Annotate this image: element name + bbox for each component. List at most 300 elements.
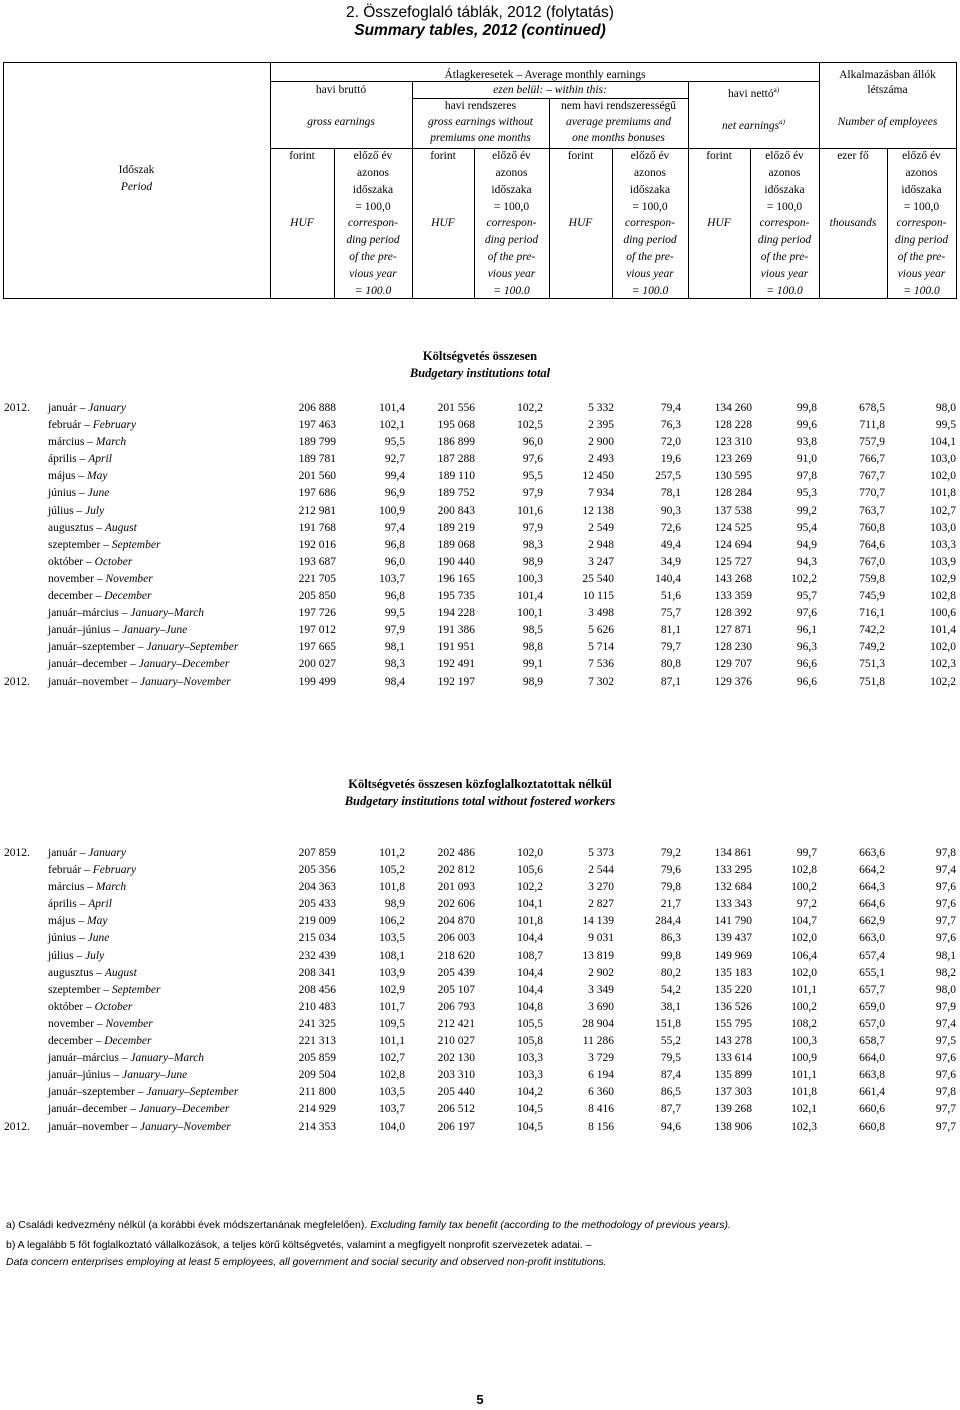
- row-period-label: [48, 639, 238, 656]
- cell-value: 201 560: [298, 470, 336, 483]
- cell-value: 139 437: [714, 932, 752, 945]
- row-period-label: [48, 879, 126, 896]
- cell-value: 104,1: [930, 436, 956, 449]
- page-title-en: Summary tables, 2012 (continued): [354, 22, 606, 39]
- row-period-label: [48, 1084, 238, 1101]
- period-hu: szeptember: [48, 538, 101, 551]
- cell-value: 97,7: [935, 1120, 956, 1133]
- cell-value: 2 948: [588, 538, 614, 551]
- cell-value: 134 260: [714, 402, 752, 414]
- cell-value: 5 373: [588, 847, 614, 859]
- period-separator: –: [76, 487, 88, 500]
- row-period-label: [48, 862, 136, 879]
- index-label-hu: azonos: [495, 167, 528, 179]
- unit-label-en: HUF: [707, 217, 731, 229]
- row-period-label: [48, 674, 231, 691]
- row-period-label: [48, 896, 112, 913]
- cell-value: 98,9: [522, 675, 543, 688]
- cell-value: 190 440: [437, 555, 475, 568]
- cell-value: 11 286: [582, 1035, 614, 1048]
- index-label-en: correspon-: [486, 217, 537, 229]
- cell-value: 197 665: [298, 641, 336, 654]
- cell-value: 102,2: [791, 572, 817, 585]
- period-separator: –: [84, 881, 96, 894]
- table-row: [0, 1067, 960, 1084]
- section-1-rows: [0, 400, 960, 691]
- cell-value: 207 859: [298, 847, 336, 859]
- period-en: January–December: [138, 658, 230, 671]
- cell-value: 97,7: [935, 1103, 956, 1116]
- period-en: February: [92, 864, 137, 877]
- index-label-hu: időszaka: [629, 184, 671, 196]
- cell-value: 100,6: [930, 607, 956, 620]
- cell-value: 101,2: [379, 847, 405, 859]
- cell-value: 191 951: [437, 641, 475, 654]
- cell-value: 99,2: [796, 504, 817, 517]
- cell-value: 133 343: [714, 898, 752, 911]
- cell-value: 104,0: [379, 1120, 405, 1133]
- period-separator: –: [100, 983, 112, 996]
- table-row: [0, 999, 960, 1016]
- cell-value: 95,4: [796, 521, 817, 534]
- cell-value: 55,2: [660, 1035, 681, 1048]
- cell-value: 189 752: [437, 487, 475, 500]
- cell-value: 202 812: [437, 864, 475, 877]
- cell-value: 5 626: [588, 624, 614, 637]
- index-label-en: = 100.0: [354, 285, 392, 297]
- period-hu: február: [48, 419, 82, 432]
- cell-value: 135 183: [714, 966, 752, 979]
- cell-value: 105,5: [517, 1017, 543, 1030]
- cell-value: 99,4: [384, 470, 405, 483]
- index-label-hu: időszaka: [764, 184, 805, 196]
- row-year: 2012.: [4, 847, 30, 859]
- row-period-label: [48, 434, 126, 451]
- cell-value: 189 799: [298, 436, 336, 449]
- cell-value: 664,6: [859, 898, 885, 911]
- period-en: September: [111, 983, 161, 996]
- row-period-label: [48, 930, 109, 947]
- index-label-en: ding period: [757, 234, 812, 246]
- index-label-hu: előző év: [902, 150, 941, 162]
- unit-label-en: HUF: [290, 217, 314, 229]
- cell-value: 123 310: [714, 436, 752, 449]
- cell-value: 764,6: [859, 538, 885, 551]
- cell-value: 206 197: [437, 1120, 475, 1133]
- table-row: [0, 862, 960, 879]
- period-separator: –: [110, 1069, 123, 1082]
- unit-label-hu: forint: [289, 150, 315, 162]
- cell-value: 204 870: [437, 915, 475, 928]
- cell-value: 205 356: [298, 864, 336, 877]
- cell-value: 87,7: [660, 1103, 681, 1116]
- cell-value: 103,9: [930, 555, 956, 568]
- index-label-hu: = 100,0: [766, 201, 803, 213]
- cell-value: 742,2: [859, 624, 885, 637]
- cell-value: 194 228: [437, 607, 475, 620]
- premium-heading-en-2: one months bonuses: [572, 132, 665, 144]
- table-row: [0, 845, 960, 862]
- index-label-en: correspon-: [759, 217, 810, 229]
- table-row: [0, 537, 960, 554]
- cell-value: 98,1: [384, 641, 405, 654]
- index-label-en: = 100.0: [631, 285, 669, 297]
- footnote-a: a) Családi kedvezmény nélkül (a korábbi évek módszertanának megfelelően). Excluding family tax benefit (according to the methodology of previous years).: [6, 1219, 731, 1231]
- cell-value: 104,5: [517, 1103, 543, 1116]
- period-separator: –: [92, 590, 105, 603]
- cell-value: 133 359: [714, 590, 752, 603]
- cell-value: 196 165: [437, 572, 475, 585]
- cell-value: 92,7: [384, 453, 405, 466]
- cell-value: 105,8: [517, 1035, 543, 1048]
- cell-value: 232 439: [298, 949, 336, 962]
- period-hu: január–március: [48, 1052, 119, 1065]
- period-en: September: [111, 538, 161, 551]
- row-period-label: [48, 554, 132, 571]
- period-hu: január–június: [48, 624, 111, 637]
- period-en: March: [95, 436, 127, 449]
- table-row: [0, 417, 960, 434]
- period-en: July: [85, 949, 105, 962]
- cell-value: 102,0: [930, 641, 956, 654]
- cell-value: 5 332: [588, 402, 614, 414]
- cell-value: 97,8: [935, 847, 956, 859]
- cell-value: 100,3: [791, 1035, 817, 1048]
- table-row: [0, 554, 960, 571]
- cell-value: 34,9: [660, 555, 681, 568]
- index-label-hu: előző év: [353, 150, 393, 162]
- cell-value: 219 009: [298, 915, 336, 928]
- cell-value: 86,3: [660, 932, 681, 945]
- index-label-en: ding period: [623, 234, 677, 246]
- cell-value: 206 888: [298, 402, 336, 414]
- cell-value: 202 130: [437, 1052, 475, 1065]
- index-label-en: vious year: [349, 268, 397, 280]
- cell-value: 97,6: [935, 932, 956, 945]
- cell-value: 19,6: [660, 453, 681, 466]
- gross-heading-en: gross earnings: [307, 116, 375, 128]
- page-title-hu: 2. Összefoglaló táblák, 2012 (folytatás): [346, 4, 614, 21]
- cell-value: 102,0: [791, 966, 817, 979]
- table-row: [0, 1119, 960, 1136]
- cell-value: 98,1: [935, 949, 956, 962]
- index-label-en: of the pre-: [487, 251, 536, 263]
- index-label-hu: = 100,0: [355, 201, 391, 213]
- table-row: [0, 674, 960, 691]
- index-label-en: correspon-: [347, 217, 399, 229]
- cell-value: 97,6: [935, 898, 956, 911]
- net-heading-hu: havi nettó$^{a)}$: [727, 86, 780, 100]
- index-label-en: = 100.0: [903, 285, 940, 297]
- cell-value: 751,3: [859, 658, 885, 671]
- cell-value: 197 463: [298, 419, 336, 432]
- cell-value: 3 498: [588, 607, 614, 620]
- index-label-en: = 100.0: [766, 285, 803, 297]
- period-hu: június: [48, 487, 77, 500]
- cell-value: 133 295: [714, 864, 752, 877]
- index-label-en: of the pre-: [897, 251, 946, 263]
- period-label-en: Period: [120, 181, 153, 193]
- cell-value: 102,8: [930, 590, 956, 603]
- cell-value: 98,3: [384, 658, 405, 671]
- row-year: 2012.: [4, 675, 30, 688]
- cell-value: 95,5: [522, 470, 543, 483]
- cell-value: 97,6: [522, 453, 543, 466]
- cell-value: 101,4: [517, 590, 543, 603]
- cell-value: 664,2: [859, 864, 885, 877]
- cell-value: 101,8: [517, 915, 543, 928]
- period-hu: július: [48, 504, 74, 517]
- cell-value: 143 278: [714, 1035, 752, 1048]
- cell-value: 102,9: [379, 983, 405, 996]
- cell-value: 101,1: [379, 1035, 405, 1048]
- period-en: May: [86, 470, 108, 483]
- period-en: December: [104, 1035, 152, 1048]
- cell-value: 766,7: [859, 453, 885, 466]
- period-en: July: [85, 504, 105, 517]
- period-en: January–March: [130, 607, 205, 620]
- period-en: January–November: [139, 1120, 231, 1133]
- period-en: November: [105, 572, 153, 585]
- cell-value: 104,4: [517, 932, 543, 945]
- period-separator: –: [93, 572, 106, 585]
- cell-value: 38,1: [660, 1000, 681, 1013]
- cell-value: 104,4: [517, 983, 543, 996]
- page-number: 5: [476, 1392, 484, 1407]
- table-row: [0, 639, 960, 656]
- cell-value: 104,5: [517, 1120, 543, 1133]
- unit-label-hu: forint: [430, 150, 456, 162]
- table-row: [0, 434, 960, 451]
- cell-value: 662,9: [859, 915, 885, 928]
- period-separator: –: [93, 966, 105, 979]
- cell-value: 664,0: [859, 1052, 885, 1065]
- cell-value: 98,8: [522, 641, 543, 654]
- period-separator: –: [127, 658, 139, 671]
- cell-value: 96,8: [384, 538, 405, 551]
- period-separator: –: [84, 436, 96, 449]
- table-header: [3, 62, 957, 299]
- period-separator: –: [93, 1017, 106, 1030]
- cell-value: 79,6: [660, 864, 681, 877]
- index-label-en: of the pre-: [349, 251, 397, 263]
- cell-value: 14 139: [582, 915, 614, 928]
- cell-value: 759,8: [859, 572, 885, 585]
- cell-value: 132 684: [714, 881, 752, 894]
- cell-value: 128 230: [714, 641, 752, 654]
- period-hu: március: [48, 881, 85, 894]
- cell-value: 97,9: [522, 487, 543, 500]
- within-heading: ezen belül: – within this:: [493, 84, 607, 96]
- cell-value: 214 929: [298, 1103, 336, 1116]
- index-label-hu: időszaka: [491, 184, 532, 196]
- cell-value: 208 341: [298, 966, 336, 979]
- period-hu: június: [48, 932, 77, 945]
- cell-value: 206 003: [437, 932, 475, 945]
- cell-value: 103,9: [379, 966, 405, 979]
- table-row: [0, 451, 960, 468]
- period-hu: január–március: [48, 607, 119, 620]
- cell-value: 100,1: [517, 607, 543, 620]
- row-period-label: [48, 845, 126, 862]
- cell-value: 2 395: [588, 419, 614, 432]
- cell-value: 90,3: [660, 504, 681, 517]
- row-period-label: [48, 485, 109, 502]
- cell-value: 257,5: [655, 470, 681, 483]
- unit-label-hu: ezer fő: [837, 150, 869, 162]
- cell-value: 155 795: [714, 1017, 752, 1030]
- cell-value: 79,4: [660, 402, 681, 414]
- period-separator: –: [118, 1052, 131, 1065]
- cell-value: 101,8: [930, 487, 956, 500]
- period-hu: január–december: [48, 658, 128, 671]
- period-hu: január–december: [48, 1103, 128, 1116]
- employees-heading-hu-2: létszáma: [867, 84, 908, 96]
- period-separator: –: [134, 1086, 147, 1099]
- cell-value: 6 194: [588, 1069, 614, 1082]
- cell-value: 76,3: [660, 419, 681, 432]
- cell-value: 98,5: [522, 624, 543, 637]
- footnote-b-hu: b) A legalább 5 főt foglalkoztató vállalkozások, a teljes körű költségvetés, valamint a megfigyelt nonprofit szervezetek adatai. –: [6, 1239, 592, 1251]
- cell-value: 199 499: [298, 675, 336, 688]
- table-row: [0, 1033, 960, 1050]
- period-en: January–June: [122, 1069, 188, 1082]
- index-label-hu: = 100,0: [903, 201, 940, 213]
- premium-heading-en-1: average premiums and: [566, 116, 671, 128]
- cell-value: 209 504: [298, 1069, 336, 1082]
- cell-value: 79,8: [660, 881, 681, 894]
- period-label-hu: Időszak: [118, 164, 155, 176]
- cell-value: 99,1: [522, 658, 543, 671]
- cell-value: 129 376: [714, 675, 752, 688]
- cell-value: 760,8: [859, 521, 885, 534]
- cell-value: 100,2: [791, 1000, 817, 1013]
- cell-value: 98,3: [522, 538, 543, 551]
- cell-value: 80,2: [660, 966, 681, 979]
- cell-value: 96,0: [384, 555, 405, 568]
- cell-value: 97,9: [935, 1000, 956, 1013]
- cell-value: 21,7: [660, 898, 681, 911]
- cell-value: 134 861: [714, 847, 752, 859]
- cell-value: 72,0: [660, 436, 681, 449]
- row-period-label: [48, 965, 137, 982]
- period-en: December: [104, 590, 152, 603]
- cell-value: 103,7: [379, 1103, 405, 1116]
- cell-value: 7 302: [588, 675, 614, 688]
- employees-heading-hu-1: Alkalmazásban állók: [839, 69, 936, 81]
- period-en: April: [88, 898, 112, 911]
- unit-label-hu: forint: [706, 150, 732, 162]
- cell-value: 201 093: [437, 881, 475, 894]
- row-period-label: [48, 913, 107, 930]
- cell-value: 205 859: [298, 1052, 336, 1065]
- row-period-label: [48, 656, 229, 673]
- regular-heading-hu: havi rendszeres: [444, 100, 517, 112]
- avg-earnings-heading: Átlagkeresetek – Average monthly earnings: [444, 69, 646, 81]
- cell-value: 102,7: [379, 1052, 405, 1065]
- period-hu: január–június: [48, 1069, 111, 1082]
- period-hu: február: [48, 864, 82, 877]
- cell-value: 98,4: [384, 675, 405, 688]
- cell-value: 98,2: [935, 966, 956, 979]
- cell-value: 140,4: [655, 572, 681, 585]
- cell-value: 81,1: [660, 624, 681, 637]
- cell-value: 106,4: [791, 949, 817, 962]
- cell-value: 663,8: [859, 1069, 885, 1082]
- table-row: [0, 1084, 960, 1101]
- table-row: [0, 913, 960, 930]
- cell-value: 94,6: [660, 1120, 681, 1133]
- cell-value: 763,7: [859, 504, 885, 517]
- period-separator: –: [134, 641, 147, 654]
- cell-value: 97,8: [796, 470, 817, 483]
- cell-value: 137 538: [714, 504, 752, 517]
- cell-value: 241 325: [298, 1017, 336, 1030]
- period-en: October: [94, 1000, 133, 1013]
- cell-value: 659,0: [859, 1000, 885, 1013]
- cell-value: 101,1: [791, 1069, 817, 1082]
- index-label-hu: előző év: [492, 150, 531, 162]
- table-row: [0, 948, 960, 965]
- cell-value: 49,4: [660, 538, 681, 551]
- cell-value: 99,5: [384, 607, 405, 620]
- row-period-label: [48, 1033, 151, 1050]
- cell-value: 149 969: [714, 949, 752, 962]
- unit-label-hu: forint: [567, 150, 594, 162]
- index-label-en: ding period: [894, 234, 949, 246]
- period-en: January–September: [146, 1086, 239, 1099]
- cell-value: 210 027: [437, 1035, 475, 1048]
- cell-value: 9 031: [588, 932, 614, 945]
- cell-value: 103,3: [517, 1069, 543, 1082]
- cell-value: 12 138: [582, 504, 614, 517]
- net-heading-en: net earnings$^{a)}$: [721, 118, 786, 132]
- cell-value: 124 525: [714, 521, 752, 534]
- cell-value: 97,4: [935, 1017, 956, 1030]
- cell-value: 205 850: [298, 590, 336, 603]
- index-label-hu: azonos: [768, 167, 801, 179]
- period-hu: november: [48, 1017, 94, 1030]
- cell-value: 102,3: [930, 658, 956, 671]
- cell-value: 93,8: [796, 436, 817, 449]
- cell-value: 192 016: [298, 538, 336, 551]
- cell-value: 96,1: [796, 624, 817, 637]
- cell-value: 186 899: [437, 436, 475, 449]
- cell-value: 94,9: [796, 538, 817, 551]
- period-hu: október: [48, 1000, 84, 1013]
- section-2-title: Költségvetés összesen közfoglalkoztatottak nélkül Budgetary institutions total without fostered workers: [344, 777, 616, 808]
- employees-heading-en: Number of employees: [837, 116, 938, 128]
- cell-value: 2 900: [588, 436, 614, 449]
- period-en: January–November: [139, 675, 231, 688]
- cell-value: 8 156: [588, 1120, 614, 1133]
- footnote-b-en: Data concern enterprises employing at least 5 employees, all government and social security and observed non-profit institutions.: [6, 1256, 607, 1268]
- cell-value: 102,2: [517, 881, 543, 894]
- period-hu: január: [48, 847, 77, 859]
- period-en: January–March: [130, 1052, 205, 1065]
- cell-value: 135 899: [714, 1069, 752, 1082]
- cell-value: 127 871: [714, 624, 752, 637]
- table-row: [0, 896, 960, 913]
- cell-value: 195 068: [437, 419, 475, 432]
- row-period-label: [48, 1050, 204, 1067]
- period-separator: –: [118, 607, 131, 620]
- cell-value: 133 614: [714, 1052, 752, 1065]
- cell-value: 757,9: [859, 436, 885, 449]
- cell-value: 97,4: [935, 864, 956, 877]
- period-hu: március: [48, 436, 85, 449]
- cell-value: 99,7: [796, 847, 817, 859]
